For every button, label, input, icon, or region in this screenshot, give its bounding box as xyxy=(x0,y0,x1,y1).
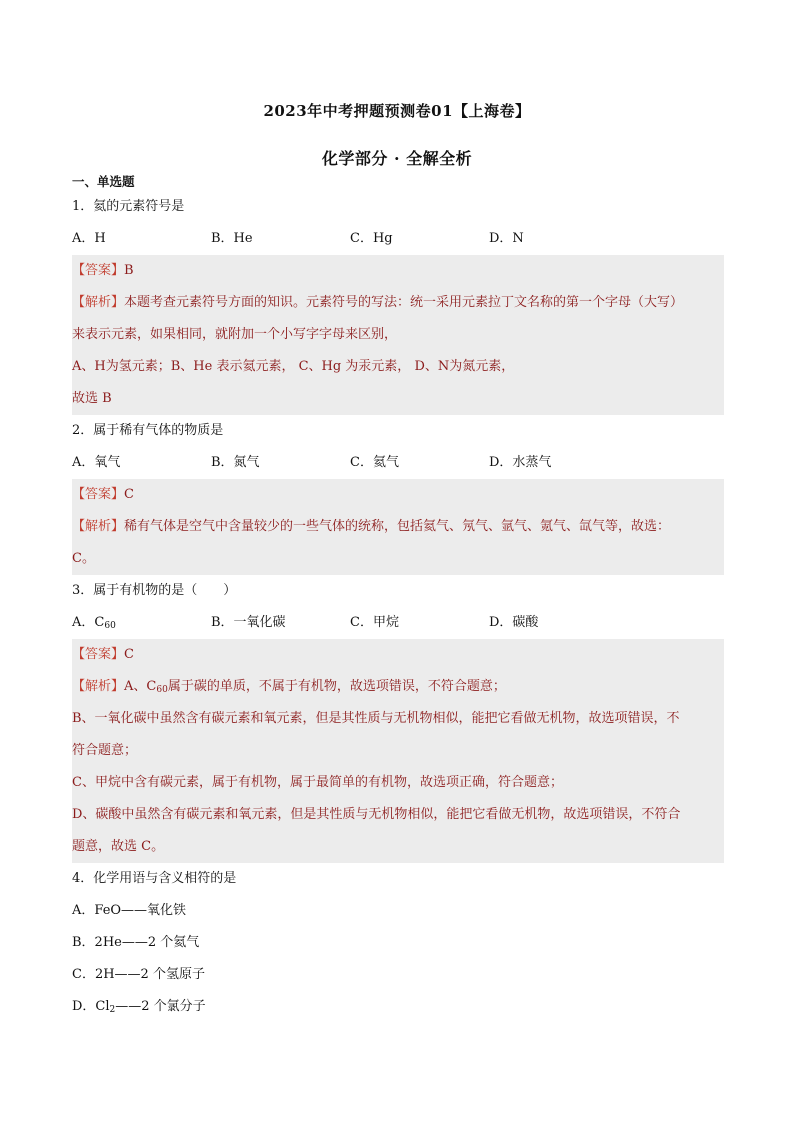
question-4-option-b: B．2He——2 个氦气 xyxy=(72,935,200,950)
question-3-options xyxy=(72,607,724,639)
question-2-solution xyxy=(72,479,724,575)
document-content xyxy=(72,172,724,1023)
analysis-label: 【解析】 xyxy=(72,519,125,534)
question-4-option-c: C．2H——2 个氢原子 xyxy=(72,967,205,982)
question-3-option-a xyxy=(72,607,211,639)
question-2-stem: 2．属于稀有气体的物质是 xyxy=(72,423,224,438)
analysis-text: 稀有气体是空气中含量较少的一些气体的统称，包括氦气、氖气、氩气、氪气、氙气等，故选： xyxy=(124,519,671,534)
question-2-option-c: C．氦气 xyxy=(350,455,399,470)
question-2-option-d: D．水蒸气 xyxy=(489,455,552,470)
option-text: A．C xyxy=(72,615,105,630)
question-1-solution xyxy=(72,255,724,415)
analysis-label: 【解析】 xyxy=(72,295,125,310)
question-1-options xyxy=(72,223,724,255)
question-3-analysis-line-2: B、一氧化碳中虽然含有碳元素和氧元素，但是其性质与无机物相似，能把它看做无机物，故选项错误，不 xyxy=(72,711,680,726)
question-4-stem: 4．化学用语与含义相符的是 xyxy=(72,871,237,886)
question-3-option-b: B．一氧化碳 xyxy=(211,615,286,630)
question-1-analysis-line-2: 来表示元素，如果相同，就附加一个小写字字母来区别， xyxy=(72,327,398,342)
question-1-analysis-line-1 xyxy=(72,287,724,319)
answer-value: C xyxy=(124,647,134,662)
question-4-option-d xyxy=(72,991,724,1023)
option-text: D．Cl xyxy=(72,999,110,1014)
answer-label: 【答案】 xyxy=(72,647,125,662)
question-3-option-d: D．碳酸 xyxy=(489,615,539,630)
answer-value: B xyxy=(124,263,134,278)
subscript: 60 xyxy=(156,685,168,695)
analysis-text: 本题考查元素符号方面的知识。元素符号的写法：统一采用元素拉丁文名称的第一个字母（大写） xyxy=(124,295,684,310)
question-1-option-d: D．N xyxy=(489,231,524,246)
question-2-option-b: B．氮气 xyxy=(211,455,260,470)
question-2-analysis-line-1 xyxy=(72,511,724,543)
document-subtitle: 化学部分 · 全解全析 xyxy=(321,149,473,168)
question-2-answer xyxy=(72,479,724,511)
question-2-options xyxy=(72,447,724,479)
question-2-option-a: A．氧气 xyxy=(72,455,121,470)
option-text: ——2 个氯分子 xyxy=(115,999,206,1014)
question-1-analysis-line-4: 故选 B xyxy=(72,391,112,406)
question-3-stem: 3．属于有机物的是（ ） xyxy=(72,583,237,598)
section-heading: 一、单选题 xyxy=(72,174,135,189)
question-2-analysis-line-2: C。 xyxy=(72,551,95,566)
document-title: 2023年中考押题预测卷01【上海卷】 xyxy=(263,102,531,120)
question-3-analysis-line-4: C、甲烷中含有碳元素，属于有机物，属于最简单的有机物，故选项正确，符合题意； xyxy=(72,775,563,790)
question-3-solution xyxy=(72,639,724,863)
question-3-analysis-line-3: 符合题意； xyxy=(72,743,138,758)
question-3-analysis-line-5: D、碳酸中虽然含有碳元素和氧元素，但是其性质与无机物相似，能把它看做无机物，故选项错误，不符合 xyxy=(72,807,681,822)
question-3-analysis-line-6: 题意，故选 C。 xyxy=(72,839,165,854)
question-3-option-c: C．甲烷 xyxy=(350,615,399,630)
question-1-option-b: B．He xyxy=(211,231,253,246)
answer-label: 【答案】 xyxy=(72,487,125,502)
analysis-label: 【解析】 xyxy=(72,679,125,694)
subscript: 60 xyxy=(104,621,116,631)
question-3-answer xyxy=(72,639,724,671)
answer-value: C xyxy=(124,487,134,502)
question-1-analysis-line-3: A、H为氢元素；B、He 表示氦元素， C、Hg 为汞元素， D、N为氮元素， xyxy=(72,359,515,374)
question-1-option-a: A．H xyxy=(72,231,106,246)
analysis-text: A、C xyxy=(124,679,157,694)
answer-label: 【答案】 xyxy=(72,263,125,278)
question-1-answer xyxy=(72,255,724,287)
question-1-stem: 1．氦的元素符号是 xyxy=(72,199,185,214)
question-3-analysis-line-1 xyxy=(72,671,724,703)
subscript: 2 xyxy=(109,1005,116,1015)
analysis-text: 属于碳的单质，不属于有机物，故选项错误，不符合题意； xyxy=(167,679,506,694)
question-4-option-a: A．FeO——氧化铁 xyxy=(72,903,187,918)
question-1-option-c: C．Hg xyxy=(350,231,393,246)
